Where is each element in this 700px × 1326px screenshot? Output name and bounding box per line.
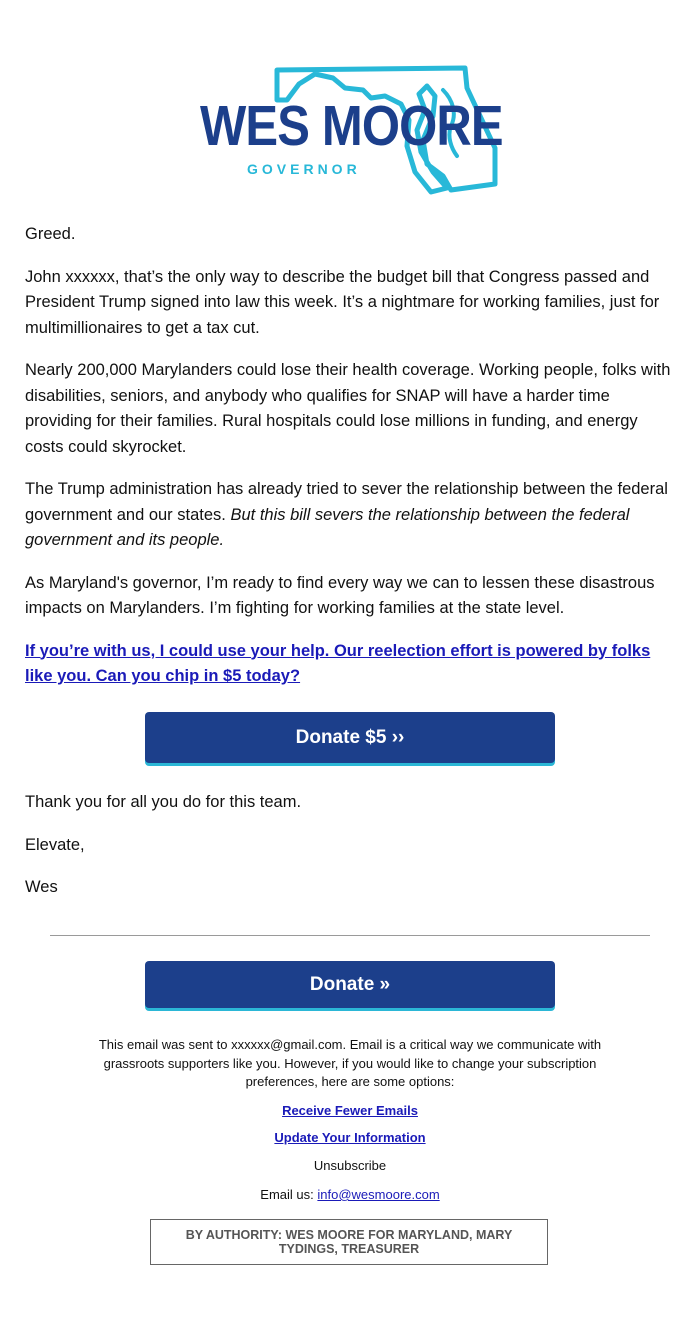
paragraph-governor: As Maryland's governor, I’m ready to find every way we can to lessen these disastrous impacts on Marylanders. I’m fighting for working families at the state level. xyxy=(25,573,655,617)
logo-name: WES MOORE xyxy=(200,94,503,158)
email-us-row xyxy=(0,1187,700,1202)
paragraph-budget-bill: John xxxxxx, that’s the only way to describe the budget bill that Congress passed and President Trump signed into law this week. It’s a nightmare for working families, just for multimillionaires to get a tax cut. xyxy=(25,267,660,337)
signoff: Elevate, xyxy=(25,835,85,854)
paid-for-by-disclaimer: BY AUTHORITY: WES MOORE FOR MARYLAND, MARY TYDINGS, TREASURER xyxy=(150,1219,548,1265)
divider xyxy=(50,935,650,936)
unsubscribe-row xyxy=(0,1158,700,1173)
donate-5-button[interactable]: Donate $5 ›› xyxy=(145,712,555,763)
email-us-label: Email us: xyxy=(260,1187,314,1202)
contact-email-link[interactable]: info@wesmoore.com xyxy=(317,1187,440,1202)
greeting: Greed. xyxy=(25,225,76,243)
signature: Wes xyxy=(25,878,58,896)
donate-cta-link[interactable]: If you’re with us, I could use your help. Our reelection effort is powered by folks like you. Can you chip in $5 today? xyxy=(25,641,651,685)
unsubscribe-link[interactable]: Unsubscribe xyxy=(313,1158,387,1173)
fewer-emails-row xyxy=(0,1103,700,1118)
logo-subtitle: GOVERNOR xyxy=(247,161,361,177)
wes-moore-logo xyxy=(195,60,505,200)
update-information-link[interactable]: Update Your Information xyxy=(274,1130,426,1145)
email-body xyxy=(25,222,675,690)
thank-you-line: Thank you for all you do for this team. xyxy=(25,793,302,811)
paragraph-health-coverage: Nearly 200,000 Marylanders could lose their health coverage. Working people, folks with disabilities, seniors, and anybody who qualifies for SNAP will have a harder time providing for their families. Rural hospitals could lose millions in funding, and energy costs could skyrocket. xyxy=(25,361,671,456)
paragraph-trump-administration xyxy=(25,477,675,554)
receive-fewer-emails-link[interactable]: Receive Fewer Emails xyxy=(282,1103,418,1118)
donate-button[interactable]: Donate » xyxy=(145,961,555,1008)
paragraph-italic-text: But this bill severs the relationship between the federal government and its people. xyxy=(25,505,630,549)
paragraph-plain-text: The Trump administration has already tried to sever the relationship between the federal government and our states. xyxy=(25,480,668,524)
update-info-row xyxy=(0,1130,700,1145)
closing-section xyxy=(25,790,301,918)
subscription-notice: This email was sent to xxxxxx@gmail.com. Email is a critical way we communicate with grassroots supporters like you. However, if you would like to change your subscription preferences, here are some options: xyxy=(98,1037,602,1089)
footer-notice xyxy=(70,1036,630,1092)
